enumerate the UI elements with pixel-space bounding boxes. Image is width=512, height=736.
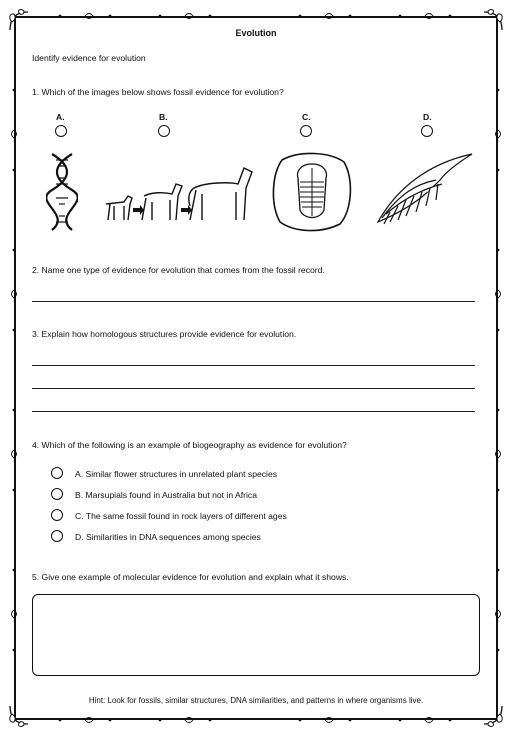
bird-wing-icon <box>376 150 476 226</box>
q1-option-c-radio[interactable] <box>300 125 312 137</box>
q4-option-c-text: C. The same fossil found in rock layers of different ages <box>75 511 287 521</box>
question-1-text: 1. Which of the images below shows fossil evidence for evolution? <box>32 87 284 97</box>
horse-evolution-icon <box>102 160 256 226</box>
q4-option-d-text: D. Similarities in DNA sequences among species <box>75 532 261 542</box>
question-2-text: 2. Name one type of evidence for evolution that comes from the fossil record. <box>32 265 325 275</box>
q4-option-a-radio[interactable] <box>51 467 63 479</box>
answer-box[interactable] <box>32 594 480 676</box>
q4-option-a-text: A. Similar flower structures in unrelated plant species <box>75 469 278 479</box>
q4-option-b-radio[interactable] <box>51 488 63 500</box>
question-5-text: 5. Give one example of molecular evidence for evolution and explain what it shows. <box>32 572 349 582</box>
q4-option-b-text: B. Marsupials found in Australia but not in Africa <box>75 490 257 500</box>
q1-option-a-label: A. <box>56 112 65 122</box>
answer-line[interactable] <box>32 411 475 412</box>
q1-option-d-label: D. <box>423 112 432 122</box>
q1-option-b-label: B. <box>159 112 168 122</box>
question-3-text: 3. Explain how homologous structures provide evidence for evolution. <box>32 329 297 339</box>
answer-line[interactable] <box>32 365 475 366</box>
q1-option-d-radio[interactable] <box>421 125 433 137</box>
q4-option-c-radio[interactable] <box>51 509 63 521</box>
answer-line[interactable] <box>32 301 475 302</box>
instruction-text: Identify evidence for evolution <box>32 53 146 63</box>
q1-option-c-label: C. <box>302 112 311 122</box>
page-title: Evolution <box>235 28 277 38</box>
q1-option-b-radio[interactable] <box>158 125 170 137</box>
answer-line[interactable] <box>32 388 475 389</box>
q4-option-d-radio[interactable] <box>51 530 63 542</box>
dna-helix-icon <box>46 152 78 232</box>
hint-text: Hint: Look for fossils, similar structures, DNA similarities, and patterns in where organisms live. <box>88 696 424 705</box>
trilobite-fossil-icon <box>270 150 354 232</box>
q1-option-a-radio[interactable] <box>55 125 67 137</box>
question-4-text: 4. Which of the following is an example of biogeography as evidence for evolution? <box>32 440 347 450</box>
